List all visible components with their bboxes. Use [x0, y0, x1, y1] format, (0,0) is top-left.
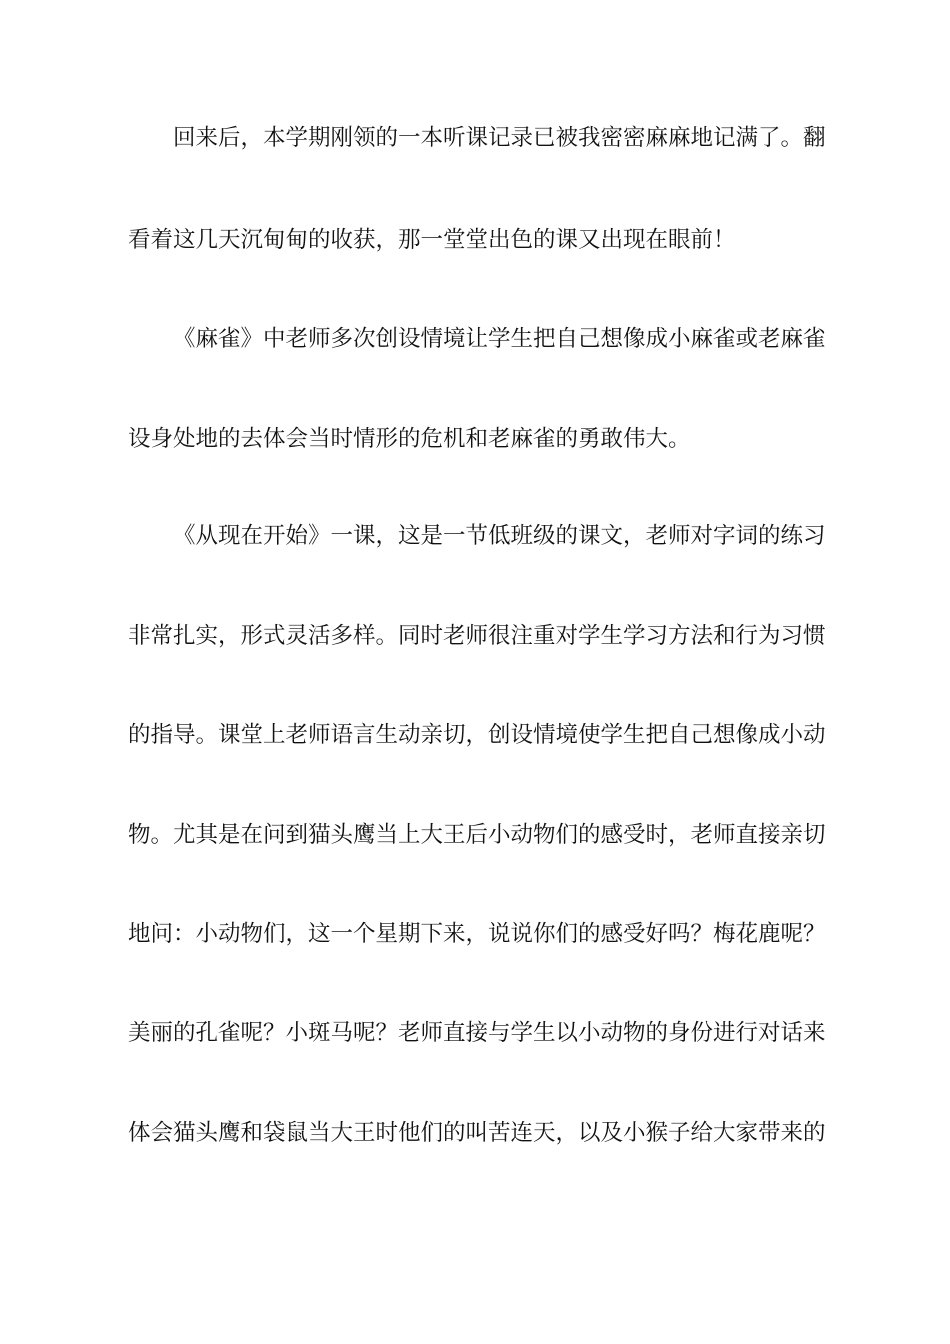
paragraph-line: 体会猫头鹰和袋鼠当大王时他们的叫苦连天，以及小猴子给大家带来的 [128, 1120, 826, 1146]
paragraph-line: 地问：小动物们，这一个星期下来，说说你们的感受好吗？梅花鹿呢？ [128, 921, 826, 947]
paragraph-line: 美丽的孔雀呢？小斑马呢？老师直接与学生以小动物的身份进行对话来 [128, 1020, 826, 1046]
paragraph-line: 《从现在开始》一课，这是一节低班级的课文，老师对字词的练习 [173, 523, 826, 549]
paragraph-line: 看着这几天沉甸甸的收获，那一堂堂出色的课又出现在眼前！ [128, 227, 736, 253]
paragraph-line: 的指导。课堂上老师语言生动亲切，创设情境使学生把自己想像成小动 [128, 722, 826, 748]
paragraph-line: 物。尤其是在问到猫头鹰当上大王后小动物们的感受时，老师直接亲切 [128, 822, 826, 848]
paragraph-line: 《麻雀》中老师多次创设情境让学生把自己想像成小麻雀或老麻雀 [173, 326, 826, 352]
paragraph-line: 非常扎实，形式灵活多样。同时老师很注重对学生学习方法和行为习惯 [128, 623, 826, 649]
paragraph-line: 回来后，本学期刚领的一本听课记录已被我密密麻麻地记满了。翻 [173, 125, 826, 151]
paragraph-line: 设身处地的去体会当时情形的危机和老麻雀的勇敢伟大。 [128, 426, 691, 452]
